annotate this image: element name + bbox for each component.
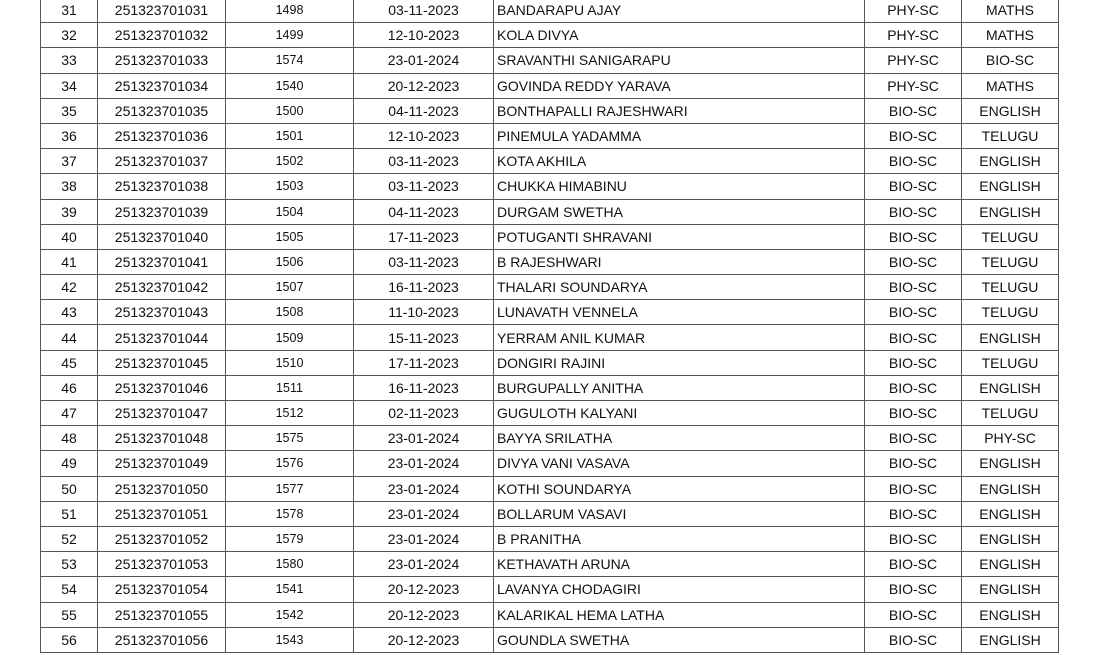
group-cell: BIO-SC [865, 98, 962, 123]
admission-number-cell: 1506 [226, 249, 354, 274]
table-row [41, 149, 1059, 174]
table-row [41, 48, 1059, 73]
subject-cell: ENGLISH [962, 602, 1059, 627]
serial-number-cell: 49 [41, 451, 98, 476]
hall-ticket-number-cell: 251323701033 [98, 48, 226, 73]
student-name-cell: GUGULOTH KALYANI [494, 401, 865, 426]
group-cell: BIO-SC [865, 249, 962, 274]
student-name-cell: KOLA DIVYA [494, 23, 865, 48]
serial-number-cell: 32 [41, 23, 98, 48]
group-cell: BIO-SC [865, 602, 962, 627]
subject-cell: ENGLISH [962, 375, 1059, 400]
date-cell: 03-11-2023 [354, 0, 494, 23]
group-cell: PHY-SC [865, 73, 962, 98]
group-cell: BIO-SC [865, 375, 962, 400]
serial-number-cell: 35 [41, 98, 98, 123]
table-body [41, 0, 1059, 652]
date-cell: 11-10-2023 [354, 300, 494, 325]
date-cell: 17-11-2023 [354, 224, 494, 249]
group-cell: PHY-SC [865, 23, 962, 48]
table-row [41, 174, 1059, 199]
table-row [41, 627, 1059, 652]
date-cell: 17-11-2023 [354, 350, 494, 375]
group-cell: BIO-SC [865, 174, 962, 199]
serial-number-cell: 47 [41, 401, 98, 426]
subject-cell: ENGLISH [962, 174, 1059, 199]
hall-ticket-number-cell: 251323701056 [98, 627, 226, 652]
date-cell: 03-11-2023 [354, 149, 494, 174]
group-cell: BIO-SC [865, 552, 962, 577]
admission-number-cell: 1576 [226, 451, 354, 476]
date-cell: 23-01-2024 [354, 552, 494, 577]
date-cell: 20-12-2023 [354, 602, 494, 627]
student-name-cell: YERRAM ANIL KUMAR [494, 325, 865, 350]
hall-ticket-number-cell: 251323701031 [98, 0, 226, 23]
hall-ticket-number-cell: 251323701034 [98, 73, 226, 98]
date-cell: 23-01-2024 [354, 501, 494, 526]
student-name-cell: DONGIRI RAJINI [494, 350, 865, 375]
admission-number-cell: 1574 [226, 48, 354, 73]
admission-number-cell: 1541 [226, 577, 354, 602]
date-cell: 23-01-2024 [354, 451, 494, 476]
hall-ticket-number-cell: 251323701055 [98, 602, 226, 627]
hall-ticket-number-cell: 251323701050 [98, 476, 226, 501]
table-row [41, 0, 1059, 23]
subject-cell: ENGLISH [962, 577, 1059, 602]
hall-ticket-number-cell: 251323701053 [98, 552, 226, 577]
subject-cell: ENGLISH [962, 199, 1059, 224]
date-cell: 20-12-2023 [354, 577, 494, 602]
hall-ticket-number-cell: 251323701038 [98, 174, 226, 199]
date-cell: 20-12-2023 [354, 73, 494, 98]
serial-number-cell: 39 [41, 199, 98, 224]
date-cell: 23-01-2024 [354, 48, 494, 73]
student-name-cell: KALARIKAL HEMA LATHA [494, 602, 865, 627]
student-name-cell: BURGUPALLY ANITHA [494, 375, 865, 400]
serial-number-cell: 50 [41, 476, 98, 501]
date-cell: 23-01-2024 [354, 426, 494, 451]
student-name-cell: GOVINDA REDDY YARAVA [494, 73, 865, 98]
group-cell: BIO-SC [865, 526, 962, 551]
subject-cell: TELUGU [962, 275, 1059, 300]
group-cell: BIO-SC [865, 224, 962, 249]
admission-number-cell: 1500 [226, 98, 354, 123]
admission-number-cell: 1577 [226, 476, 354, 501]
date-cell: 03-11-2023 [354, 174, 494, 199]
subject-cell: TELUGU [962, 300, 1059, 325]
student-name-cell: DIVYA VANI VASAVA [494, 451, 865, 476]
table-row [41, 73, 1059, 98]
hall-ticket-number-cell: 251323701039 [98, 199, 226, 224]
admission-number-cell: 1543 [226, 627, 354, 652]
serial-number-cell: 52 [41, 526, 98, 551]
hall-ticket-number-cell: 251323701044 [98, 325, 226, 350]
date-cell: 04-11-2023 [354, 98, 494, 123]
hall-ticket-number-cell: 251323701036 [98, 123, 226, 148]
subject-cell: MATHS [962, 0, 1059, 23]
group-cell: BIO-SC [865, 451, 962, 476]
table-row [41, 300, 1059, 325]
serial-number-cell: 33 [41, 48, 98, 73]
subject-cell: ENGLISH [962, 149, 1059, 174]
subject-cell: ENGLISH [962, 501, 1059, 526]
student-name-cell: PINEMULA YADAMMA [494, 123, 865, 148]
serial-number-cell: 31 [41, 0, 98, 23]
group-cell: BIO-SC [865, 149, 962, 174]
admission-number-cell: 1501 [226, 123, 354, 148]
group-cell: BIO-SC [865, 275, 962, 300]
date-cell: 23-01-2024 [354, 476, 494, 501]
serial-number-cell: 53 [41, 552, 98, 577]
student-name-cell: LAVANYA CHODAGIRI [494, 577, 865, 602]
hall-ticket-number-cell: 251323701046 [98, 375, 226, 400]
date-cell: 16-11-2023 [354, 275, 494, 300]
date-cell: 23-01-2024 [354, 526, 494, 551]
subject-cell: TELUGU [962, 350, 1059, 375]
student-name-cell: KOTHI SOUNDARYA [494, 476, 865, 501]
group-cell: BIO-SC [865, 627, 962, 652]
serial-number-cell: 40 [41, 224, 98, 249]
hall-ticket-number-cell: 251323701051 [98, 501, 226, 526]
table-row [41, 375, 1059, 400]
admission-number-cell: 1510 [226, 350, 354, 375]
student-name-cell: SRAVANTHI SANIGARAPU [494, 48, 865, 73]
student-name-cell: LUNAVATH VENNELA [494, 300, 865, 325]
serial-number-cell: 34 [41, 73, 98, 98]
table-row [41, 602, 1059, 627]
date-cell: 03-11-2023 [354, 249, 494, 274]
group-cell: BIO-SC [865, 199, 962, 224]
subject-cell: PHY-SC [962, 426, 1059, 451]
group-cell: BIO-SC [865, 401, 962, 426]
hall-ticket-number-cell: 251323701049 [98, 451, 226, 476]
date-cell: 16-11-2023 [354, 375, 494, 400]
subject-cell: ENGLISH [962, 552, 1059, 577]
group-cell: PHY-SC [865, 48, 962, 73]
table-row [41, 224, 1059, 249]
hall-ticket-number-cell: 251323701041 [98, 249, 226, 274]
admission-number-cell: 1542 [226, 602, 354, 627]
student-name-cell: BAYYA SRILATHA [494, 426, 865, 451]
subject-cell: TELUGU [962, 123, 1059, 148]
admission-number-cell: 1575 [226, 426, 354, 451]
group-cell: PHY-SC [865, 0, 962, 23]
student-name-cell: B RAJESHWARI [494, 249, 865, 274]
serial-number-cell: 45 [41, 350, 98, 375]
table-row [41, 426, 1059, 451]
admission-number-cell: 1502 [226, 149, 354, 174]
admission-number-cell: 1540 [226, 73, 354, 98]
table-row [41, 501, 1059, 526]
table-row [41, 350, 1059, 375]
serial-number-cell: 38 [41, 174, 98, 199]
serial-number-cell: 41 [41, 249, 98, 274]
admission-number-cell: 1505 [226, 224, 354, 249]
student-name-cell: THALARI SOUNDARYA [494, 275, 865, 300]
admission-number-cell: 1580 [226, 552, 354, 577]
table-row [41, 98, 1059, 123]
hall-ticket-number-cell: 251323701032 [98, 23, 226, 48]
table-row [41, 526, 1059, 551]
table-row [41, 325, 1059, 350]
student-name-cell: BOLLARUM VASAVI [494, 501, 865, 526]
table-row [41, 552, 1059, 577]
admission-number-cell: 1508 [226, 300, 354, 325]
date-cell: 20-12-2023 [354, 627, 494, 652]
serial-number-cell: 37 [41, 149, 98, 174]
serial-number-cell: 48 [41, 426, 98, 451]
table-row [41, 249, 1059, 274]
group-cell: BIO-SC [865, 577, 962, 602]
student-name-cell: POTUGANTI SHRAVANI [494, 224, 865, 249]
hall-ticket-number-cell: 251323701035 [98, 98, 226, 123]
group-cell: BIO-SC [865, 476, 962, 501]
date-cell: 02-11-2023 [354, 401, 494, 426]
student-list-table [40, 0, 1059, 653]
admission-number-cell: 1504 [226, 199, 354, 224]
serial-number-cell: 56 [41, 627, 98, 652]
table-row [41, 23, 1059, 48]
student-name-cell: KOTA AKHILA [494, 149, 865, 174]
hall-ticket-number-cell: 251323701037 [98, 149, 226, 174]
table-row [41, 199, 1059, 224]
hall-ticket-number-cell: 251323701054 [98, 577, 226, 602]
table-row [41, 476, 1059, 501]
subject-cell: ENGLISH [962, 325, 1059, 350]
subject-cell: ENGLISH [962, 451, 1059, 476]
subject-cell: ENGLISH [962, 526, 1059, 551]
student-name-cell: BONTHAPALLI RAJESHWARI [494, 98, 865, 123]
subject-cell: ENGLISH [962, 476, 1059, 501]
group-cell: BIO-SC [865, 123, 962, 148]
date-cell: 15-11-2023 [354, 325, 494, 350]
admission-number-cell: 1507 [226, 275, 354, 300]
subject-cell: TELUGU [962, 249, 1059, 274]
hall-ticket-number-cell: 251323701043 [98, 300, 226, 325]
serial-number-cell: 44 [41, 325, 98, 350]
group-cell: BIO-SC [865, 300, 962, 325]
table-row [41, 401, 1059, 426]
serial-number-cell: 51 [41, 501, 98, 526]
hall-ticket-number-cell: 251323701042 [98, 275, 226, 300]
serial-number-cell: 43 [41, 300, 98, 325]
student-name-cell: B PRANITHA [494, 526, 865, 551]
table-row [41, 123, 1059, 148]
student-name-cell: KETHAVATH ARUNA [494, 552, 865, 577]
table-row [41, 577, 1059, 602]
hall-ticket-number-cell: 251323701048 [98, 426, 226, 451]
admission-number-cell: 1578 [226, 501, 354, 526]
serial-number-cell: 54 [41, 577, 98, 602]
hall-ticket-number-cell: 251323701045 [98, 350, 226, 375]
admission-number-cell: 1509 [226, 325, 354, 350]
serial-number-cell: 42 [41, 275, 98, 300]
admission-number-cell: 1511 [226, 375, 354, 400]
date-cell: 12-10-2023 [354, 123, 494, 148]
group-cell: BIO-SC [865, 325, 962, 350]
subject-cell: ENGLISH [962, 627, 1059, 652]
subject-cell: TELUGU [962, 401, 1059, 426]
group-cell: BIO-SC [865, 426, 962, 451]
student-name-cell: BANDARAPU AJAY [494, 0, 865, 23]
hall-ticket-number-cell: 251323701040 [98, 224, 226, 249]
hall-ticket-number-cell: 251323701047 [98, 401, 226, 426]
subject-cell: MATHS [962, 23, 1059, 48]
subject-cell: BIO-SC [962, 48, 1059, 73]
date-cell: 04-11-2023 [354, 199, 494, 224]
student-name-cell: GOUNDLA SWETHA [494, 627, 865, 652]
hall-ticket-number-cell: 251323701052 [98, 526, 226, 551]
admission-number-cell: 1512 [226, 401, 354, 426]
subject-cell: TELUGU [962, 224, 1059, 249]
admission-number-cell: 1498 [226, 0, 354, 23]
subject-cell: MATHS [962, 73, 1059, 98]
student-name-cell: DURGAM SWETHA [494, 199, 865, 224]
admission-number-cell: 1503 [226, 174, 354, 199]
admission-number-cell: 1499 [226, 23, 354, 48]
serial-number-cell: 46 [41, 375, 98, 400]
subject-cell: ENGLISH [962, 98, 1059, 123]
serial-number-cell: 36 [41, 123, 98, 148]
student-name-cell: CHUKKA HIMABINU [494, 174, 865, 199]
serial-number-cell: 55 [41, 602, 98, 627]
table-row [41, 451, 1059, 476]
date-cell: 12-10-2023 [354, 23, 494, 48]
group-cell: BIO-SC [865, 501, 962, 526]
table-row [41, 275, 1059, 300]
admission-number-cell: 1579 [226, 526, 354, 551]
group-cell: BIO-SC [865, 350, 962, 375]
